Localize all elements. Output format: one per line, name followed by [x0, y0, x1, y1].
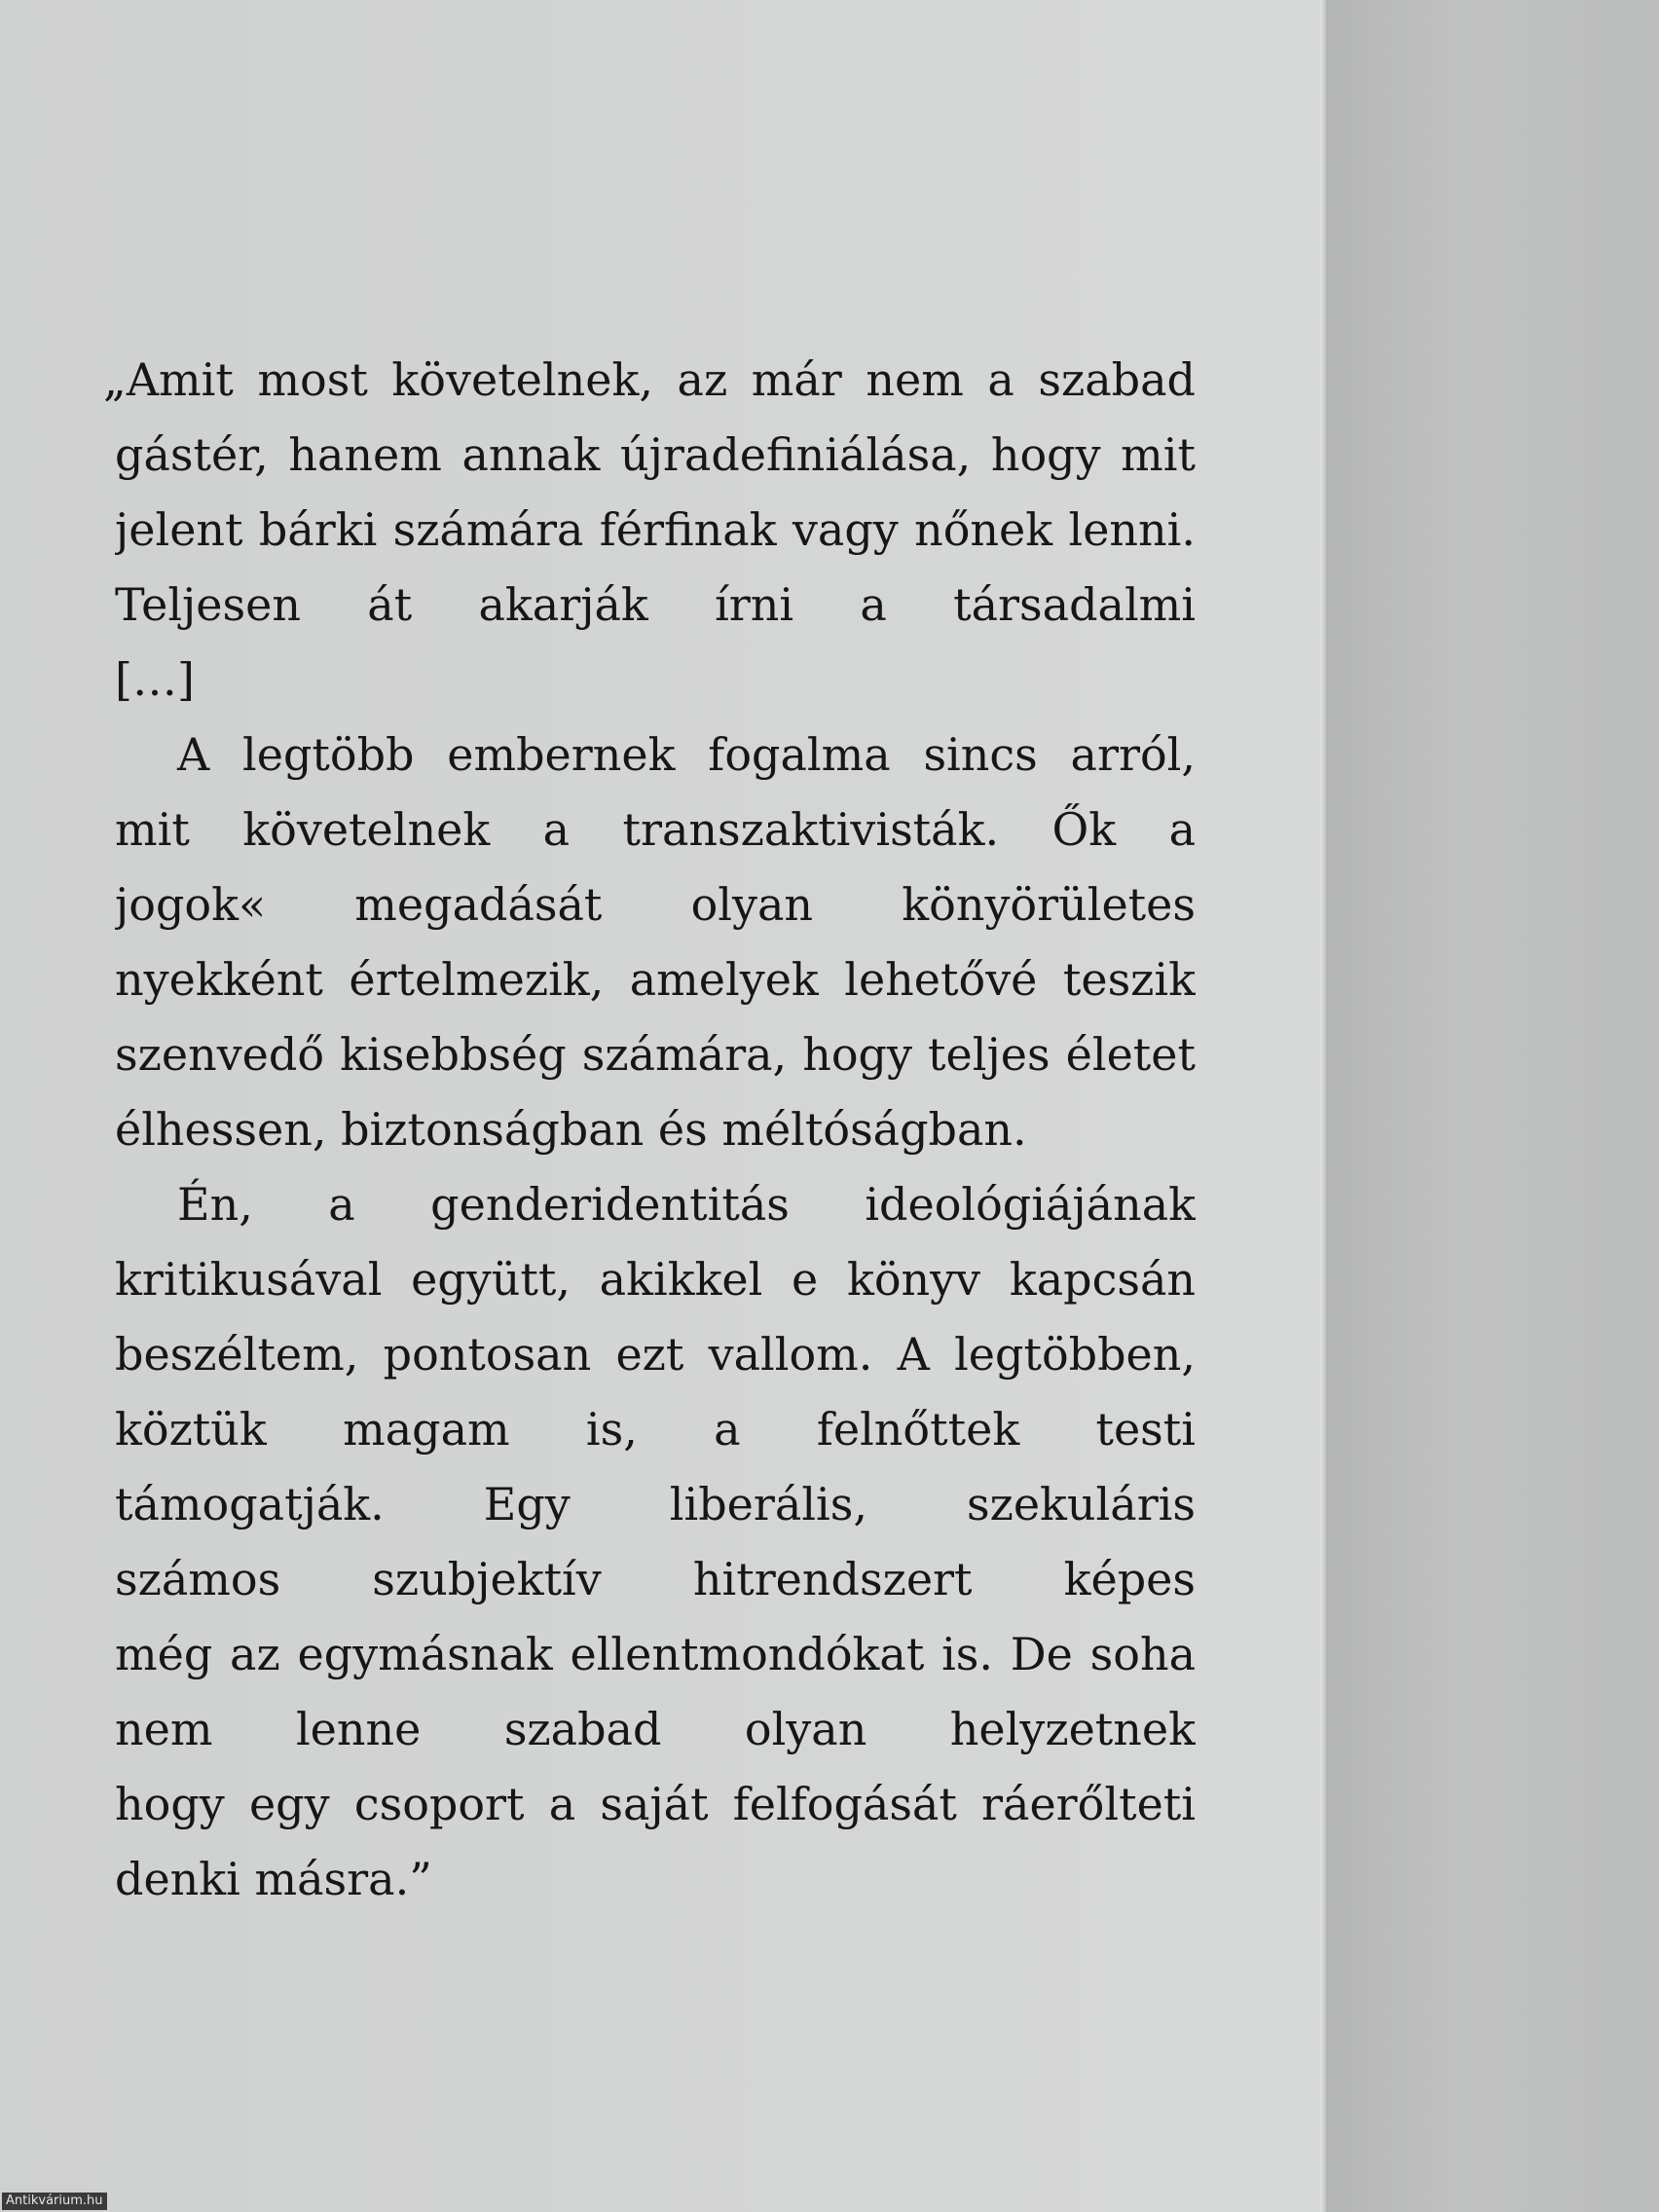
text-line: szenvedő kisebbség számára, hogy teljes életet: [115, 1028, 1196, 1081]
text-line: kritikusával együtt, akikkel e könyv kapcsán: [115, 1253, 1196, 1306]
text-line: Teljesen át akarják írni a társadalmi: [115, 578, 1196, 631]
text-line: jogok« megadását olyan könyörületes: [115, 878, 1196, 931]
background-page: [1326, 0, 1659, 2212]
page-text: [103, 343, 1196, 1917]
text-line: A legtöbb embernek fogalma sincs arról,: [177, 728, 1196, 781]
paragraph-1: [103, 343, 1196, 718]
text-line: „Amit most követelnek, az már nem a szabad: [103, 353, 1196, 406]
text-line: számos szubjektív hitrendszert képes: [115, 1553, 1196, 1605]
text-line: hogy egy csoport a saját felfogását ráerőlteti: [115, 1778, 1196, 1830]
text-line: denki másra.”: [115, 1853, 432, 1905]
text-line: gástér, hanem annak újradefiniálása, hogy mit: [115, 428, 1196, 481]
text-line: még az egymásnak ellentmondókat is. De soha: [115, 1628, 1196, 1680]
text-line: jelent bárki számára férfinak vagy nőnek lenni.: [115, 503, 1196, 556]
text-line: beszéltem, pontosan ezt vallom. A legtöbben,: [115, 1328, 1196, 1381]
text-line: élhessen, biztonságban és méltóságban.: [115, 1103, 1027, 1156]
paragraph-3: [115, 1167, 1196, 1917]
paragraph-2: [115, 718, 1196, 1167]
text-line: […]: [115, 653, 195, 706]
text-line: nyekként értelmezik, amelyek lehetővé teszik: [115, 953, 1196, 1006]
text-line: köztük magam is, a felnőttek testi: [115, 1403, 1196, 1456]
text-line: támogatják. Egy liberális, szekuláris: [115, 1478, 1196, 1530]
text-line: Én, a genderidentitás ideológiájának: [177, 1178, 1196, 1231]
watermark: Antikvárium.hu: [2, 2193, 107, 2210]
text-line: mit követelnek a transzaktivisták. Ők a: [115, 803, 1196, 856]
text-line: nem lenne szabad olyan helyzetnek: [115, 1703, 1196, 1755]
